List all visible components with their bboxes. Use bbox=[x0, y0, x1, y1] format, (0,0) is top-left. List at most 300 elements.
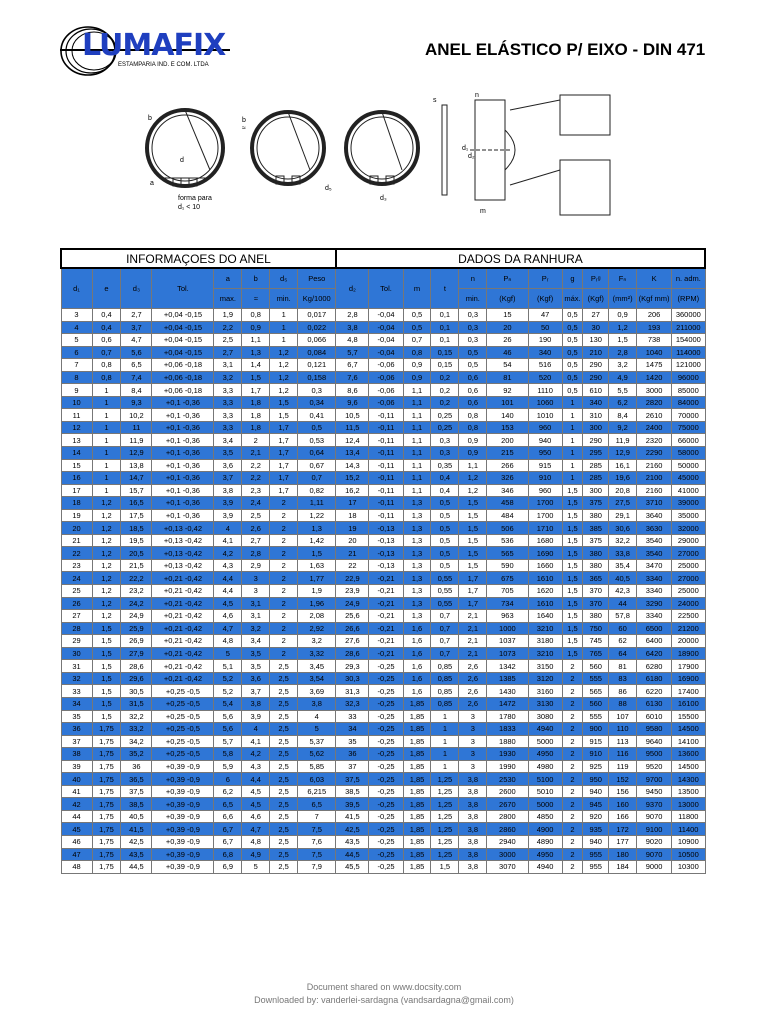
table-cell: 156 bbox=[609, 785, 637, 798]
table-cell: 1,5 bbox=[459, 509, 487, 522]
table-cell: 16100 bbox=[672, 697, 705, 710]
table-cell: 35 bbox=[61, 710, 92, 723]
table-cell: 3,8 bbox=[459, 785, 487, 798]
table-cell: 5,6 bbox=[121, 346, 152, 359]
table-cell: 0,7 bbox=[431, 635, 459, 648]
table-cell: 1,7 bbox=[270, 434, 298, 447]
table-cell: 1,5 bbox=[298, 547, 336, 560]
table-cell: 3710 bbox=[637, 497, 672, 510]
table-cell: 31 bbox=[61, 660, 92, 673]
table-cell: -0,04 bbox=[369, 334, 403, 347]
table-cell: 290 bbox=[583, 359, 609, 372]
table-cell: -0,25 bbox=[369, 660, 403, 673]
table-cell: 2,1 bbox=[459, 635, 487, 648]
table-cell: 0,64 bbox=[298, 447, 336, 460]
table-cell: 340 bbox=[583, 396, 609, 409]
table-cell: 3,3 bbox=[214, 421, 242, 434]
table-cell: 0,8 bbox=[459, 421, 487, 434]
table-cell: 2 bbox=[562, 810, 583, 823]
table-cell: 1,25 bbox=[431, 810, 459, 823]
table-cell: 2320 bbox=[637, 434, 672, 447]
table-cell: 8 bbox=[61, 371, 92, 384]
table-cell: 4,4 bbox=[242, 773, 270, 786]
table-cell: 6500 bbox=[637, 622, 672, 635]
table-cell: -0,21 bbox=[369, 572, 403, 585]
table-cell: +0,25 -0,5 bbox=[152, 735, 214, 748]
table-cell: 37 bbox=[336, 760, 369, 773]
table-cell: 2,5 bbox=[270, 748, 298, 761]
table-cell: 7,6 bbox=[298, 835, 336, 848]
table-cell: 101 bbox=[487, 396, 528, 409]
table-cell: 30,5 bbox=[121, 685, 152, 698]
table-cell: 1,1 bbox=[403, 459, 431, 472]
table-cell: 2,6 bbox=[459, 660, 487, 673]
table-cell: 1,96 bbox=[298, 597, 336, 610]
table-cell: 3,32 bbox=[298, 647, 336, 660]
table-cell: 45000 bbox=[672, 472, 705, 485]
table-cell: 370 bbox=[583, 585, 609, 598]
table-cell: 2,92 bbox=[298, 622, 336, 635]
table-cell: -0,25 bbox=[369, 723, 403, 736]
table-cell: 5,1 bbox=[214, 660, 242, 673]
table-cell: 1,2 bbox=[92, 559, 121, 572]
table-cell: 20 bbox=[336, 534, 369, 547]
table-cell: 16900 bbox=[672, 672, 705, 685]
table-cell: -0,25 bbox=[369, 785, 403, 798]
table-cell: 44 bbox=[61, 810, 92, 823]
table-cell: 7,5 bbox=[298, 848, 336, 861]
table-cell: 47 bbox=[528, 309, 562, 322]
table-cell: 81 bbox=[609, 660, 637, 673]
table-cell: 1,2 bbox=[270, 371, 298, 384]
table-cell: 4,7 bbox=[242, 823, 270, 836]
table-cell: 300 bbox=[583, 484, 609, 497]
table-cell: 50000 bbox=[672, 459, 705, 472]
table-row bbox=[61, 697, 705, 710]
label-b-1: b bbox=[148, 115, 152, 122]
table-cell: 1,5 bbox=[609, 334, 637, 347]
table-cell: 375 bbox=[583, 497, 609, 510]
table-cell: 1,85 bbox=[403, 697, 431, 710]
table-cell: 0,6 bbox=[459, 396, 487, 409]
table-cell: 555 bbox=[583, 672, 609, 685]
table-cell: 1,7 bbox=[270, 447, 298, 460]
table-cell: 1,5 bbox=[562, 572, 583, 585]
table-cell: 36,5 bbox=[121, 773, 152, 786]
table-cell: +0,21 -0,42 bbox=[152, 635, 214, 648]
table-cell: 4,3 bbox=[214, 559, 242, 572]
table-cell: 27 bbox=[583, 309, 609, 322]
table-cell: 2,2 bbox=[242, 472, 270, 485]
table-cell: 11 bbox=[61, 409, 92, 422]
table-cell: 3,8 bbox=[459, 835, 487, 848]
table-cell: 2 bbox=[270, 547, 298, 560]
table-cell: 3470 bbox=[637, 559, 672, 572]
table-cell: 1 bbox=[562, 421, 583, 434]
table-cell: 9640 bbox=[637, 735, 672, 748]
table-cell: 2 bbox=[270, 647, 298, 660]
table-cell: 2290 bbox=[637, 447, 672, 460]
table-cell: 5010 bbox=[528, 785, 562, 798]
table-cell: 1,5 bbox=[92, 647, 121, 660]
table-row bbox=[61, 622, 705, 635]
col-header: Tol. bbox=[369, 268, 403, 309]
table-cell: 3,6 bbox=[242, 672, 270, 685]
table-cell: 121000 bbox=[672, 359, 705, 372]
table-cell: 560 bbox=[583, 660, 609, 673]
table-cell: 42,5 bbox=[121, 835, 152, 848]
table-cell: 1 bbox=[270, 309, 298, 322]
table-cell: -0,25 bbox=[369, 810, 403, 823]
table-cell: +0,21 -0,42 bbox=[152, 647, 214, 660]
table-cell: 385 bbox=[583, 522, 609, 535]
table-cell: -0,25 bbox=[369, 835, 403, 848]
table-cell: 3,45 bbox=[298, 660, 336, 673]
table-cell: 0,53 bbox=[298, 434, 336, 447]
table-cell: 12,9 bbox=[121, 447, 152, 460]
table-cell: 1,75 bbox=[92, 823, 121, 836]
table-cell: 1620 bbox=[528, 585, 562, 598]
table-cell: 0,85 bbox=[431, 660, 459, 673]
table-cell: 0,2 bbox=[431, 384, 459, 397]
table-cell: 32,2 bbox=[121, 710, 152, 723]
table-cell: 3,6 bbox=[214, 459, 242, 472]
svg-text:d₃: d₃ bbox=[380, 195, 387, 202]
table-cell: -0,25 bbox=[369, 848, 403, 861]
table-cell: 1,1 bbox=[403, 472, 431, 485]
table-cell: 10 bbox=[61, 396, 92, 409]
table-cell: 950 bbox=[528, 447, 562, 460]
table-cell: 12,4 bbox=[336, 434, 369, 447]
table-cell: 23,2 bbox=[121, 585, 152, 598]
table-cell: 1,7 bbox=[459, 585, 487, 598]
table-cell: +0,1 -0,36 bbox=[152, 421, 214, 434]
col-header: g bbox=[562, 268, 583, 289]
table-cell: 62 bbox=[609, 635, 637, 648]
table-row bbox=[61, 509, 705, 522]
table-row bbox=[61, 447, 705, 460]
table-cell: 9020 bbox=[637, 835, 672, 848]
table-cell: 0,85 bbox=[431, 672, 459, 685]
table-cell: 0,9 bbox=[242, 321, 270, 334]
table-cell: 58000 bbox=[672, 447, 705, 460]
table-cell: 5,62 bbox=[298, 748, 336, 761]
table-cell: 380 bbox=[583, 559, 609, 572]
table-cell: 27000 bbox=[672, 572, 705, 585]
table-cell: 1,3 bbox=[403, 572, 431, 585]
table-cell: 560 bbox=[583, 697, 609, 710]
table-cell: 2 bbox=[562, 861, 583, 874]
table-cell: 22,9 bbox=[336, 572, 369, 585]
table-cell: 1,25 bbox=[431, 823, 459, 836]
table-cell: +0,25 -0,5 bbox=[152, 748, 214, 761]
table-cell: 2860 bbox=[487, 823, 528, 836]
table-cell: 9000 bbox=[637, 861, 672, 874]
table-cell: 33,8 bbox=[609, 547, 637, 560]
table-cell: 2 bbox=[562, 748, 583, 761]
table-cell: 40,5 bbox=[121, 810, 152, 823]
table-cell: 2 bbox=[270, 559, 298, 572]
table-cell: 6,7 bbox=[214, 835, 242, 848]
table-cell: 0,5 bbox=[459, 359, 487, 372]
table-cell: 1037 bbox=[487, 635, 528, 648]
table-cell: 1,11 bbox=[298, 497, 336, 510]
table-cell: +0,39 -0,9 bbox=[152, 810, 214, 823]
table-cell: 2,7 bbox=[242, 534, 270, 547]
table-cell: 11 bbox=[121, 421, 152, 434]
table-cell: 4,7 bbox=[121, 334, 152, 347]
table-cell: 21200 bbox=[672, 622, 705, 635]
table-row bbox=[61, 459, 705, 472]
table-cell: 13,8 bbox=[121, 459, 152, 472]
table-cell: 4,6 bbox=[214, 610, 242, 623]
table-cell: 38,5 bbox=[336, 785, 369, 798]
table-cell: 0,5 bbox=[298, 421, 336, 434]
table-cell: 2 bbox=[270, 572, 298, 585]
table-cell: -0,25 bbox=[369, 748, 403, 761]
table-cell: +0,39 -0,9 bbox=[152, 848, 214, 861]
table-cell: 3,7 bbox=[214, 472, 242, 485]
table-cell: 1 bbox=[92, 421, 121, 434]
table-cell: 30 bbox=[61, 647, 92, 660]
table-cell: 66000 bbox=[672, 434, 705, 447]
table-cell: 1,3 bbox=[403, 522, 431, 535]
table-cell: 3000 bbox=[637, 384, 672, 397]
table-cell: 17 bbox=[61, 484, 92, 497]
table-cell: 2,5 bbox=[270, 835, 298, 848]
table-cell: 2,5 bbox=[270, 710, 298, 723]
table-cell: 1,5 bbox=[562, 635, 583, 648]
table-cell: 1,5 bbox=[92, 697, 121, 710]
table-cell: 0,4 bbox=[92, 309, 121, 322]
table-row bbox=[61, 835, 705, 848]
table-cell: 3160 bbox=[528, 685, 562, 698]
table-cell: 1,75 bbox=[92, 835, 121, 848]
table-row bbox=[61, 585, 705, 598]
table-cell: 1,85 bbox=[403, 773, 431, 786]
table-cell: 0,7 bbox=[403, 334, 431, 347]
table-cell: 4 bbox=[61, 321, 92, 334]
table-cell: 46 bbox=[487, 346, 528, 359]
table-cell: 1,6 bbox=[403, 660, 431, 673]
table-cell: 2,6 bbox=[459, 685, 487, 698]
table-cell: 39,5 bbox=[336, 798, 369, 811]
table-cell: 3,8 bbox=[298, 697, 336, 710]
table-cell: 3,8 bbox=[459, 823, 487, 836]
table-cell: 2,5 bbox=[214, 334, 242, 347]
table-cell: 27 bbox=[61, 610, 92, 623]
table-cell: 4,9 bbox=[242, 848, 270, 861]
table-row bbox=[61, 672, 705, 685]
table-cell: 3,4 bbox=[214, 434, 242, 447]
table-cell: 1610 bbox=[528, 572, 562, 585]
table-cell: 3,7 bbox=[242, 685, 270, 698]
table-cell: 31,5 bbox=[121, 697, 152, 710]
table-cell: 215 bbox=[487, 447, 528, 460]
table-cell: 4850 bbox=[528, 810, 562, 823]
table-cell: -0,13 bbox=[369, 534, 403, 547]
table-cell: 1,75 bbox=[92, 798, 121, 811]
table-cell: 96000 bbox=[672, 371, 705, 384]
table-row bbox=[61, 346, 705, 359]
table-cell: 0,5 bbox=[431, 547, 459, 560]
table-cell: 0,3 bbox=[459, 309, 487, 322]
table-cell: 4,8 bbox=[242, 835, 270, 848]
svg-text:m: m bbox=[480, 208, 486, 215]
table-cell: 1,25 bbox=[431, 798, 459, 811]
table-cell: 1,9 bbox=[214, 309, 242, 322]
table-cell: 0,3 bbox=[459, 334, 487, 347]
table-cell: +0,39 -0,9 bbox=[152, 861, 214, 874]
table-cell: 45 bbox=[61, 823, 92, 836]
table-cell: 2 bbox=[270, 585, 298, 598]
table-cell: 4 bbox=[214, 522, 242, 535]
table-cell: 1060 bbox=[528, 396, 562, 409]
table-cell: 1010 bbox=[528, 409, 562, 422]
table-cell: 0,34 bbox=[298, 396, 336, 409]
table-cell: 3,69 bbox=[298, 685, 336, 698]
table-cell: 1,7 bbox=[270, 484, 298, 497]
col-header-unit: (Kgf) bbox=[528, 289, 562, 309]
table-cell: 3,3 bbox=[214, 396, 242, 409]
table-cell: 0,3 bbox=[431, 434, 459, 447]
table-cell: 1,5 bbox=[242, 371, 270, 384]
table-cell: 6220 bbox=[637, 685, 672, 698]
table-cell: 0,2 bbox=[431, 371, 459, 384]
table-cell: 4 bbox=[298, 710, 336, 723]
table-row bbox=[61, 497, 705, 510]
table-cell: 1,25 bbox=[431, 773, 459, 786]
table-cell: 1,5 bbox=[562, 497, 583, 510]
table-cell: 1,5 bbox=[270, 409, 298, 422]
table-cell: 14 bbox=[61, 447, 92, 460]
table-cell: 6,5 bbox=[298, 798, 336, 811]
table-cell: 1,42 bbox=[298, 534, 336, 547]
table-cell: 0,6 bbox=[92, 334, 121, 347]
table-cell: 2,5 bbox=[270, 861, 298, 874]
table-cell: 27000 bbox=[672, 547, 705, 560]
table-cell: 1,75 bbox=[92, 861, 121, 874]
table-cell: 1,5 bbox=[270, 396, 298, 409]
table-cell: 29000 bbox=[672, 534, 705, 547]
table-cell: 5 bbox=[214, 647, 242, 660]
table-cell: 0,5 bbox=[431, 522, 459, 535]
table-cell: 3 bbox=[242, 585, 270, 598]
table-cell: 4,7 bbox=[214, 622, 242, 635]
table-cell: 0,5 bbox=[562, 321, 583, 334]
table-cell: 1,3 bbox=[403, 597, 431, 610]
table-cell: 2,8 bbox=[336, 309, 369, 322]
table-cell: 3,8 bbox=[459, 848, 487, 861]
table-cell: 3,1 bbox=[242, 597, 270, 610]
table-cell: 1 bbox=[562, 472, 583, 485]
table-cell: 1,5 bbox=[562, 522, 583, 535]
table-cell: +0,06 -0,18 bbox=[152, 384, 214, 397]
table-cell: 2,5 bbox=[270, 773, 298, 786]
table-cell: 1,85 bbox=[403, 810, 431, 823]
table-row bbox=[61, 597, 705, 610]
table-cell: 3210 bbox=[528, 647, 562, 660]
table-cell: 1,7 bbox=[459, 572, 487, 585]
table-cell: 1,7 bbox=[459, 597, 487, 610]
table-cell: 4,2 bbox=[214, 547, 242, 560]
table-cell: 0,55 bbox=[431, 585, 459, 598]
table-cell: -0,25 bbox=[369, 823, 403, 836]
table-cell: 1,85 bbox=[403, 823, 431, 836]
section-ring-info: INFORMAÇOES DO ANEL bbox=[61, 249, 336, 268]
table-cell: 1,85 bbox=[403, 835, 431, 848]
table-row bbox=[61, 748, 705, 761]
table-cell: 1,3 bbox=[403, 547, 431, 560]
table-cell: 2,3 bbox=[242, 484, 270, 497]
table-cell: +0,13 -0,42 bbox=[152, 559, 214, 572]
table-cell: 6400 bbox=[637, 635, 672, 648]
table-cell: 1,2 bbox=[92, 497, 121, 510]
table-cell: 3,9 bbox=[242, 710, 270, 723]
table-cell: 1,75 bbox=[92, 748, 121, 761]
table-cell: 83 bbox=[609, 672, 637, 685]
table-cell: 2,08 bbox=[298, 610, 336, 623]
table-cell: 0,5 bbox=[459, 346, 487, 359]
table-cell: 3630 bbox=[637, 522, 672, 535]
table-cell: -0,21 bbox=[369, 597, 403, 610]
table-cell: 7 bbox=[298, 810, 336, 823]
table-cell: 3,1 bbox=[242, 610, 270, 623]
col-header-unit: ≈ bbox=[242, 289, 270, 309]
table-cell: 4940 bbox=[528, 723, 562, 736]
table-cell: -0,11 bbox=[369, 459, 403, 472]
table-cell: 1 bbox=[431, 723, 459, 736]
table-row bbox=[61, 735, 705, 748]
table-cell: 920 bbox=[583, 810, 609, 823]
table-cell: 9070 bbox=[637, 810, 672, 823]
table-cell: 3340 bbox=[637, 610, 672, 623]
table-cell: 3290 bbox=[637, 597, 672, 610]
table-cell: 14300 bbox=[672, 773, 705, 786]
table-cell: 516 bbox=[528, 359, 562, 372]
table-cell: +0,04 -0,15 bbox=[152, 321, 214, 334]
table-cell: 75000 bbox=[672, 421, 705, 434]
table-cell: 2,2 bbox=[242, 459, 270, 472]
col-header: Pₙ bbox=[487, 268, 528, 289]
table-cell: 0,017 bbox=[298, 309, 336, 322]
table-cell: 1700 bbox=[528, 509, 562, 522]
table-cell: 0,7 bbox=[431, 647, 459, 660]
table-cell: 0,4 bbox=[431, 472, 459, 485]
table-cell: 25000 bbox=[672, 585, 705, 598]
table-cell: 5,37 bbox=[298, 735, 336, 748]
table-cell: 15,7 bbox=[121, 484, 152, 497]
table-cell: 1,3 bbox=[403, 534, 431, 547]
table-cell: 1 bbox=[270, 321, 298, 334]
table-cell: 36 bbox=[61, 723, 92, 736]
table-cell: 37,5 bbox=[336, 773, 369, 786]
table-cell: 310 bbox=[583, 409, 609, 422]
table-cell: 1,25 bbox=[431, 835, 459, 848]
table-cell: 3210 bbox=[528, 622, 562, 635]
table-cell: 1,5 bbox=[562, 547, 583, 560]
table-cell: 0,35 bbox=[431, 459, 459, 472]
table-cell: 88 bbox=[609, 697, 637, 710]
table-cell: 8,4 bbox=[609, 409, 637, 422]
ring-spec-table bbox=[60, 248, 706, 874]
table-cell: 0,5 bbox=[431, 534, 459, 547]
table-cell: 1,7 bbox=[270, 421, 298, 434]
table-cell: 9100 bbox=[637, 823, 672, 836]
col-header: Pᵣᵍ bbox=[583, 268, 609, 289]
table-cell: 0,5 bbox=[562, 384, 583, 397]
table-row bbox=[61, 723, 705, 736]
